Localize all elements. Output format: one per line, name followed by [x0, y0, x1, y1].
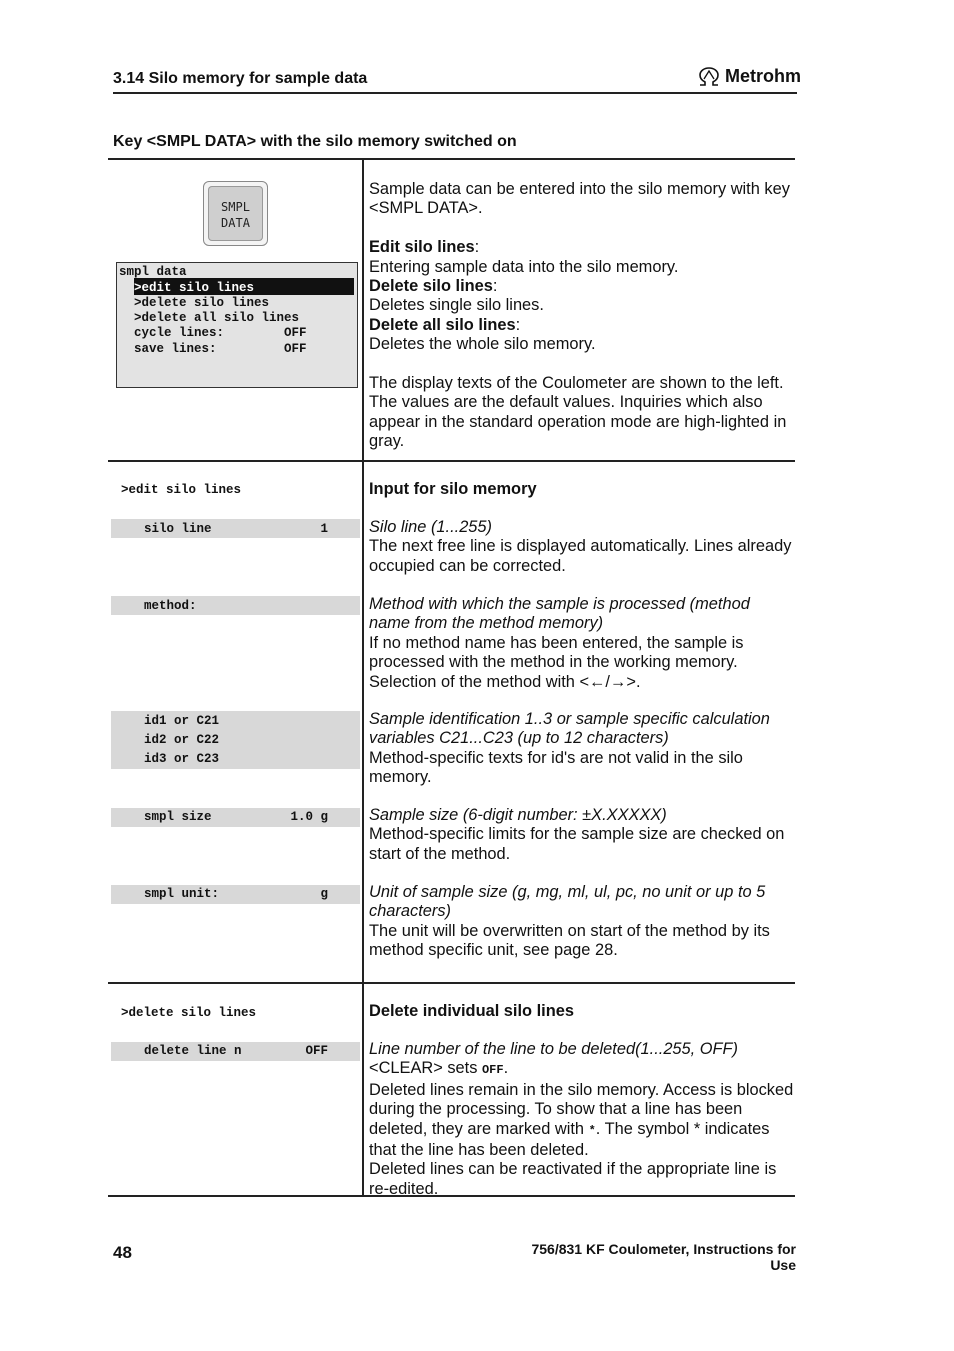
key-label-line1: SMPL	[221, 200, 250, 214]
id-label: id1 or C21	[144, 714, 220, 728]
edit-silo-lines-desc: Entering sample data into the silo memory.	[369, 257, 679, 276]
lcd-line: >delete all silo lines	[119, 311, 300, 325]
delete-section-title: Delete individual silo lines	[369, 1002, 574, 1020]
intro-note: The display texts of the Coulometer are shown to the left. The values are the default values. Inquiries which also appear in the standard operation mode are high-lighted in gray.	[369, 374, 787, 451]
reactivate-text: Deleted lines can be reactivated if the appropriate line is re-edited.	[369, 1160, 777, 1198]
ids-italic: Sample identification 1..3 or sample specific calculation variables C21...C23 (up to 12 characters)	[369, 710, 770, 748]
ids-text: Method-specific texts for id's are not valid in the silo memory.	[369, 748, 743, 787]
smpl-size-label: smpl size	[144, 810, 212, 824]
clear-text: <CLEAR> sets	[369, 1059, 482, 1078]
running-header-title: 3.14 Silo memory for sample data	[113, 70, 368, 87]
id-label: id3 or C23	[144, 752, 220, 766]
edit-section-title: Input for silo memory	[369, 480, 537, 498]
smpl-size-desc	[369, 806, 794, 864]
asterisk-code: *	[588, 1123, 596, 1138]
lcd-line: save lines: OFF	[119, 342, 307, 356]
silo-line-text: The next free line is displayed automatically. Lines already occupied can be corrected.	[369, 537, 792, 575]
brand-logo	[697, 66, 801, 87]
document-title: 756/831 KF Coulometer, Instructions for Use	[531, 1241, 796, 1273]
edit-section-text	[369, 480, 794, 499]
smpl-unit-text: The unit will be overwritten on start of the method by its method specific unit, see page 28.	[369, 921, 770, 960]
delete-desc-end: . The symbol * indicates that the line has been deleted.	[369, 1119, 770, 1160]
brand-name: Metrohm	[725, 66, 801, 86]
smpl-unit-label: smpl unit:	[144, 887, 220, 901]
smpl-unit-value: g	[320, 887, 328, 901]
silo-line-label: silo line	[144, 522, 212, 536]
metrohm-omega-icon	[697, 67, 721, 87]
edit-menu-label: >edit silo lines	[121, 483, 242, 497]
row-divider	[108, 460, 795, 462]
silo-line-italic: Silo line (1...255)	[369, 518, 492, 536]
row-divider	[108, 982, 795, 984]
edit-silo-lines-term: Edit silo lines	[369, 238, 475, 257]
method-italic: Method with which the sample is processed (method name from the method memory)	[369, 595, 750, 633]
lcd-line-selected: >edit silo lines	[119, 281, 255, 295]
ids-desc	[369, 710, 794, 788]
smpl-size-italic: Sample size (6-digit number: ±X.XXXXX)	[369, 806, 667, 824]
delete-section-title-block	[369, 1002, 794, 1021]
delete-desc-text: Deleted lines remain in the silo memory. Access is blocked during the processing. To show that a line has been deleted, they are marked with	[369, 1080, 794, 1138]
column-divider	[362, 158, 364, 1196]
intro-text: Sample data can be entered into the silo memory with key <SMPL DATA>. Edit silo lines: Entering sample data into the silo memory. Delete silo lines: Deletes single silo lines. Delete all silo lines: Deletes the whole silo memory. The display texts of the Coulometer are shown to the left. The values are the default values. Inquiries which also appear in the standard operation mode are high-lighted in gray.	[369, 180, 794, 452]
lcd-line: >delete silo lines	[119, 296, 270, 310]
delete-silo-lines-term: Delete silo lines	[369, 277, 493, 296]
method-desc	[369, 595, 794, 692]
id-label: id2 or C22	[144, 733, 220, 747]
smpl-unit-desc	[369, 883, 794, 961]
delete-all-silo-lines-term: Delete all silo lines	[369, 315, 516, 334]
delete-all-silo-lines-desc: Deletes the whole silo memory.	[369, 335, 596, 354]
table-top-rule	[108, 158, 795, 160]
intro-paragraph: Sample data can be entered into the silo memory with key <SMPL DATA>.	[369, 180, 790, 218]
method-label: method:	[144, 599, 197, 613]
clear-code: OFF	[481, 1063, 504, 1078]
clear-end: .	[503, 1059, 509, 1078]
method-text: If no method name has been entered, the sample is processed with the method in the working memory. Selection of the method with <←/→>.	[369, 633, 744, 691]
lcd-line: smpl data	[119, 265, 187, 279]
delete-line-italic: Line number of the line to be deleted(1...255, OFF)	[369, 1040, 739, 1058]
section-heading: Key <SMPL DATA> with the silo memory switched on	[113, 133, 517, 150]
delete-line-value: OFF	[305, 1044, 328, 1058]
key-label-line2: DATA	[221, 216, 250, 230]
delete-silo-lines-desc: Deletes single silo lines.	[369, 296, 544, 315]
lcd-line: cycle lines: OFF	[119, 326, 307, 340]
delete-line-label: delete line n	[144, 1044, 242, 1058]
page-number: 48	[113, 1243, 132, 1262]
silo-line-desc	[369, 518, 794, 576]
header-rule	[113, 92, 797, 94]
smpl-size-value: 1.0 g	[290, 810, 328, 824]
delete-section-desc	[369, 1040, 794, 1199]
smpl-data-key	[203, 181, 268, 246]
silo-line-value: 1	[320, 522, 328, 536]
smpl-size-text: Method-specific limits for the sample size are checked on start of the method.	[369, 825, 785, 863]
smpl-unit-italic: Unit of sample size (g, mg, ml, ul, pc, no unit or up to 5 characters)	[369, 883, 766, 921]
delete-menu-label: >delete silo lines	[121, 1006, 257, 1020]
